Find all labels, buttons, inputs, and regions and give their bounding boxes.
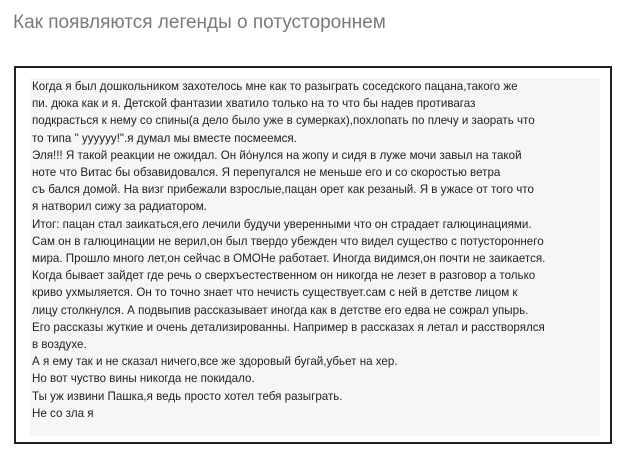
story-line: криво ухмыляется. Он то точно знает что нечисть существует.сам с ней в детстве лицом к xyxy=(32,286,518,300)
story-line: Ты уж извини Пашка,я ведь просто хотел тебя разыграть. xyxy=(32,389,343,403)
story-line: мира. Прошло много лет,он сейчас в ОМОНе работает. Иногда видимся,он почти не заикается. xyxy=(32,252,546,266)
story-line: Когда бывает зайдет где речь о сверхъестественном он никогда не лезет в разговор а только xyxy=(32,269,536,283)
story-line: подкрасться к нему со спины(а дело было уже в сумерках),похлопать по плечу и заорать что xyxy=(32,114,535,128)
story-line: Итог: пацан стал заикаться,его лечили будучи уверенными что он страдает галюцинациями. xyxy=(32,217,532,231)
story-line: ноте что Витас бы обзавидовался. Я перепугался не меньше его и со скоростью ветра xyxy=(32,166,501,180)
story-scroll-area[interactable] xyxy=(30,78,600,436)
story-line: А я ему так и не сказал ничего,все же здоровый бугай,убьет на хер. xyxy=(32,355,398,369)
story-frame xyxy=(14,66,612,444)
story-line: Сам он в галюцинации не верил,он был твердо убежден что видел существо с потустороннего xyxy=(32,234,544,248)
story-line: Когда я был дошкольником захотелось мне как то разыграть соседского пацана,такого же xyxy=(32,80,518,93)
story-line: Но вот чуство вины никогда не покидало. xyxy=(32,372,255,386)
story-text xyxy=(30,78,600,422)
story-line: то типа " уууууу!".я думал мы вместе посмеемся. xyxy=(32,131,297,145)
story-line: Эля!!! Я такой реакции не ожидал. Он йо́нулся на жопу и сидя в луже мочи завыл на такой xyxy=(32,148,522,162)
story-line: лицу столкнулся. А подвыпив рассказывает иногда как в детстве его едва не сожрал упырь. xyxy=(32,303,529,317)
story-line: съ бался домой. На визг прибежали взрослые,пацан орет как резаный. Я в ужасе от того что xyxy=(32,183,534,197)
story-line: я натворил сижу за радиатором. xyxy=(32,200,207,214)
story-line: Не со зла я xyxy=(32,406,94,420)
page-title: Как появляются легенды о потустороннем xyxy=(13,12,386,33)
story-line: пи. дюка как и я. Детской фантазии хватило только на то что бы надев противагаз xyxy=(32,97,476,111)
story-line: в воздухе. xyxy=(32,338,87,352)
story-line: Его рассказы жуткие и очень детализированны. Например в рассказах я летал и расстворялся xyxy=(32,320,545,334)
